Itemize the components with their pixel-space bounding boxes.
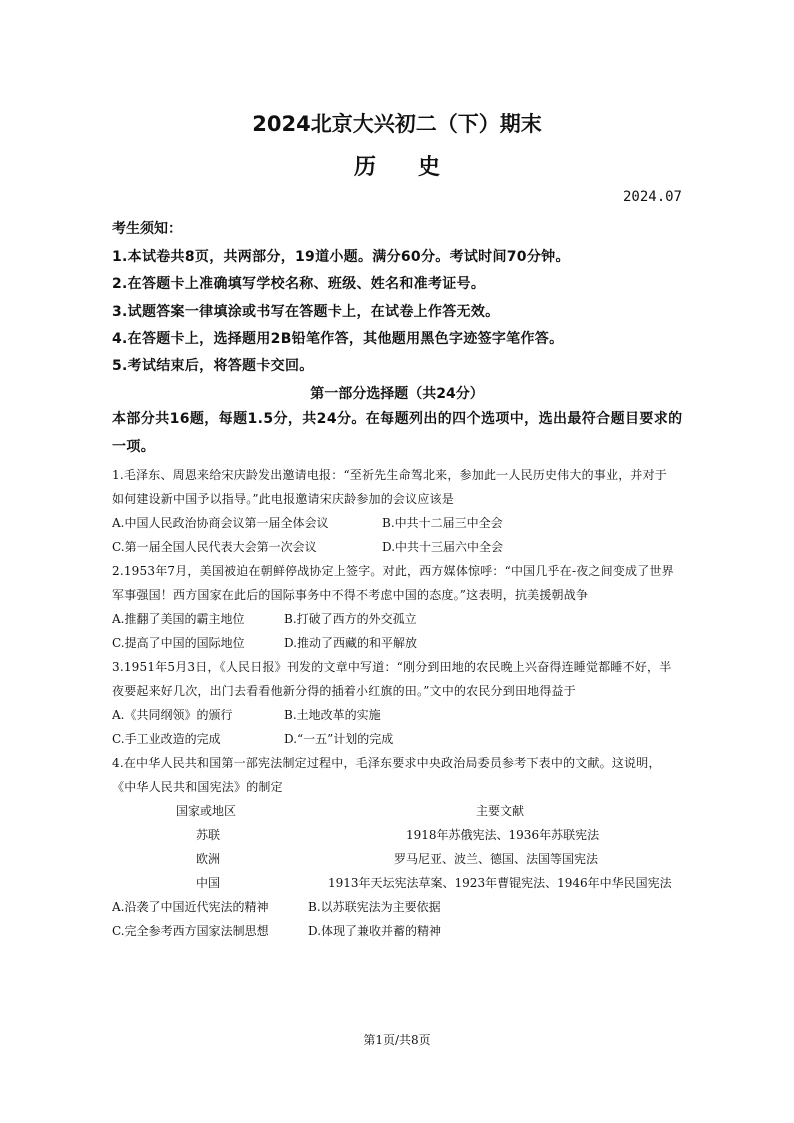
notice-item: 2.在答题卡上准确填写学校名称、班级、姓名和准考证号。 xyxy=(112,276,486,292)
notice-heading: 考生须知： xyxy=(112,221,182,237)
table-cell: 欧洲 xyxy=(196,852,221,866)
question-3-text: 3.1951年5月3日，《人民日报》刊发的文章中写道：“刚分到田地的农民晚上兴奋得连睡觉都睡不好，半 xyxy=(112,660,672,674)
table-cell: 1913年天坛宪法草案、1923年曹锟宪法、1946年中华民国宪法 xyxy=(328,876,672,890)
question-2-option-a: A.推翻了美国的霸主地位 xyxy=(112,612,245,626)
question-2-option-d: D.推动了西藏的和平解放 xyxy=(284,636,418,650)
table-cell: 中国 xyxy=(196,876,221,890)
question-4-option-a: A.沿袭了中国近代宪法的精神 xyxy=(112,900,269,914)
section-intro: 本部分共16题，每题1.5分，共24分。在每题列出的四个选项中，选出最符合题目要求的 xyxy=(112,411,683,427)
question-1-text: 如何建设新中国予以指导。”此电报邀请宋庆龄参加的会议应该是 xyxy=(112,492,454,506)
question-4-option-c: C.完全参考西方国家法制思想 xyxy=(112,924,269,938)
question-1-option-a: A.中国人民政治协商会议第一届全体会议 xyxy=(112,516,329,530)
question-1-option-d: D.中共十三届六中全会 xyxy=(382,540,504,554)
table-cell: 1918年苏俄宪法、1936年苏联宪法 xyxy=(406,828,600,842)
exam-date: 2024.07 xyxy=(622,189,682,205)
question-2-text: 2.1953年7月，美国被迫在朝鲜停战协定上签字。对此，西方媒体惊呼：“中国几乎在-夜之间变成了世界 xyxy=(112,564,674,578)
subject-title: 历史 xyxy=(353,155,482,180)
question-3-option-a: A.《共同纲领》的颁行 xyxy=(112,708,233,722)
question-3-option-c: C.手工业改造的完成 xyxy=(112,732,221,746)
section-intro: 一项。 xyxy=(112,439,156,455)
page-footer: 第1页/共8页 xyxy=(363,1033,431,1047)
question-3-option-d: D.“一五”计划的完成 xyxy=(284,732,394,746)
question-4-option-d: D.体现了兼收并蓄的精神 xyxy=(308,924,442,938)
notice-item: 4.在答题卡上，选择题用2B铅笔作答，其他题用黑色字迹签字笔作答。 xyxy=(112,331,564,347)
table-cell: 苏联 xyxy=(196,828,221,842)
question-4-option-b: B.以苏联宪法为主要依据 xyxy=(308,900,441,914)
question-2-option-c: C.提高了中国的国际地位 xyxy=(112,636,245,650)
table-header: 主要文献 xyxy=(476,804,525,818)
notice-item: 3.试题答案一律填涂或书写在答题卡上，在试卷上作答无效。 xyxy=(112,304,500,320)
question-2-option-b: B.打破了西方的外交孤立 xyxy=(284,612,417,626)
notice-item: 1.本试卷共8页，共两部分，19道小题。满分60分。考试时间70分钟。 xyxy=(112,249,570,265)
table-header: 国家或地区 xyxy=(176,804,237,818)
notice-item: 5.考试结束后，将答题卡交回。 xyxy=(112,358,314,374)
section-title: 第一部分选择题（共24分） xyxy=(310,386,484,402)
question-4-text: 《中华人民共和国宪法》的制定 xyxy=(112,780,283,794)
question-1-option-c: C.第一届全国人民代表大会第一次会议 xyxy=(112,540,317,554)
exam-title: 2024北京大兴初二（下）期末 xyxy=(252,112,542,136)
question-1-option-b: B.中共十二届三中全会 xyxy=(382,516,503,530)
question-3-option-b: B.土地改革的实施 xyxy=(284,708,381,722)
question-3-text: 夜要起来好几次，出门去看看他新分得的插着小红旗的田。”文中的农民分到田地得益于 xyxy=(112,684,576,698)
question-2-text: 军事强国！西方国家在此后的国际事务中不得不考虑中国的态度。”这表明，抗美援朝战争 xyxy=(112,588,589,602)
table-cell: 罗马尼亚、波兰、德国、法国等国宪法 xyxy=(394,852,599,866)
question-1-text: 1.毛泽东、周恩来给宋庆龄发出邀请电报：“至祈先生命驾北来，参加此一人民历史伟大的事业，并对于 xyxy=(112,468,667,482)
question-4-text: 4.在中华人民共和国第一部宪法制定过程中，毛泽东要求中央政治局委员参考下表中的文献。这说明， xyxy=(112,756,661,770)
